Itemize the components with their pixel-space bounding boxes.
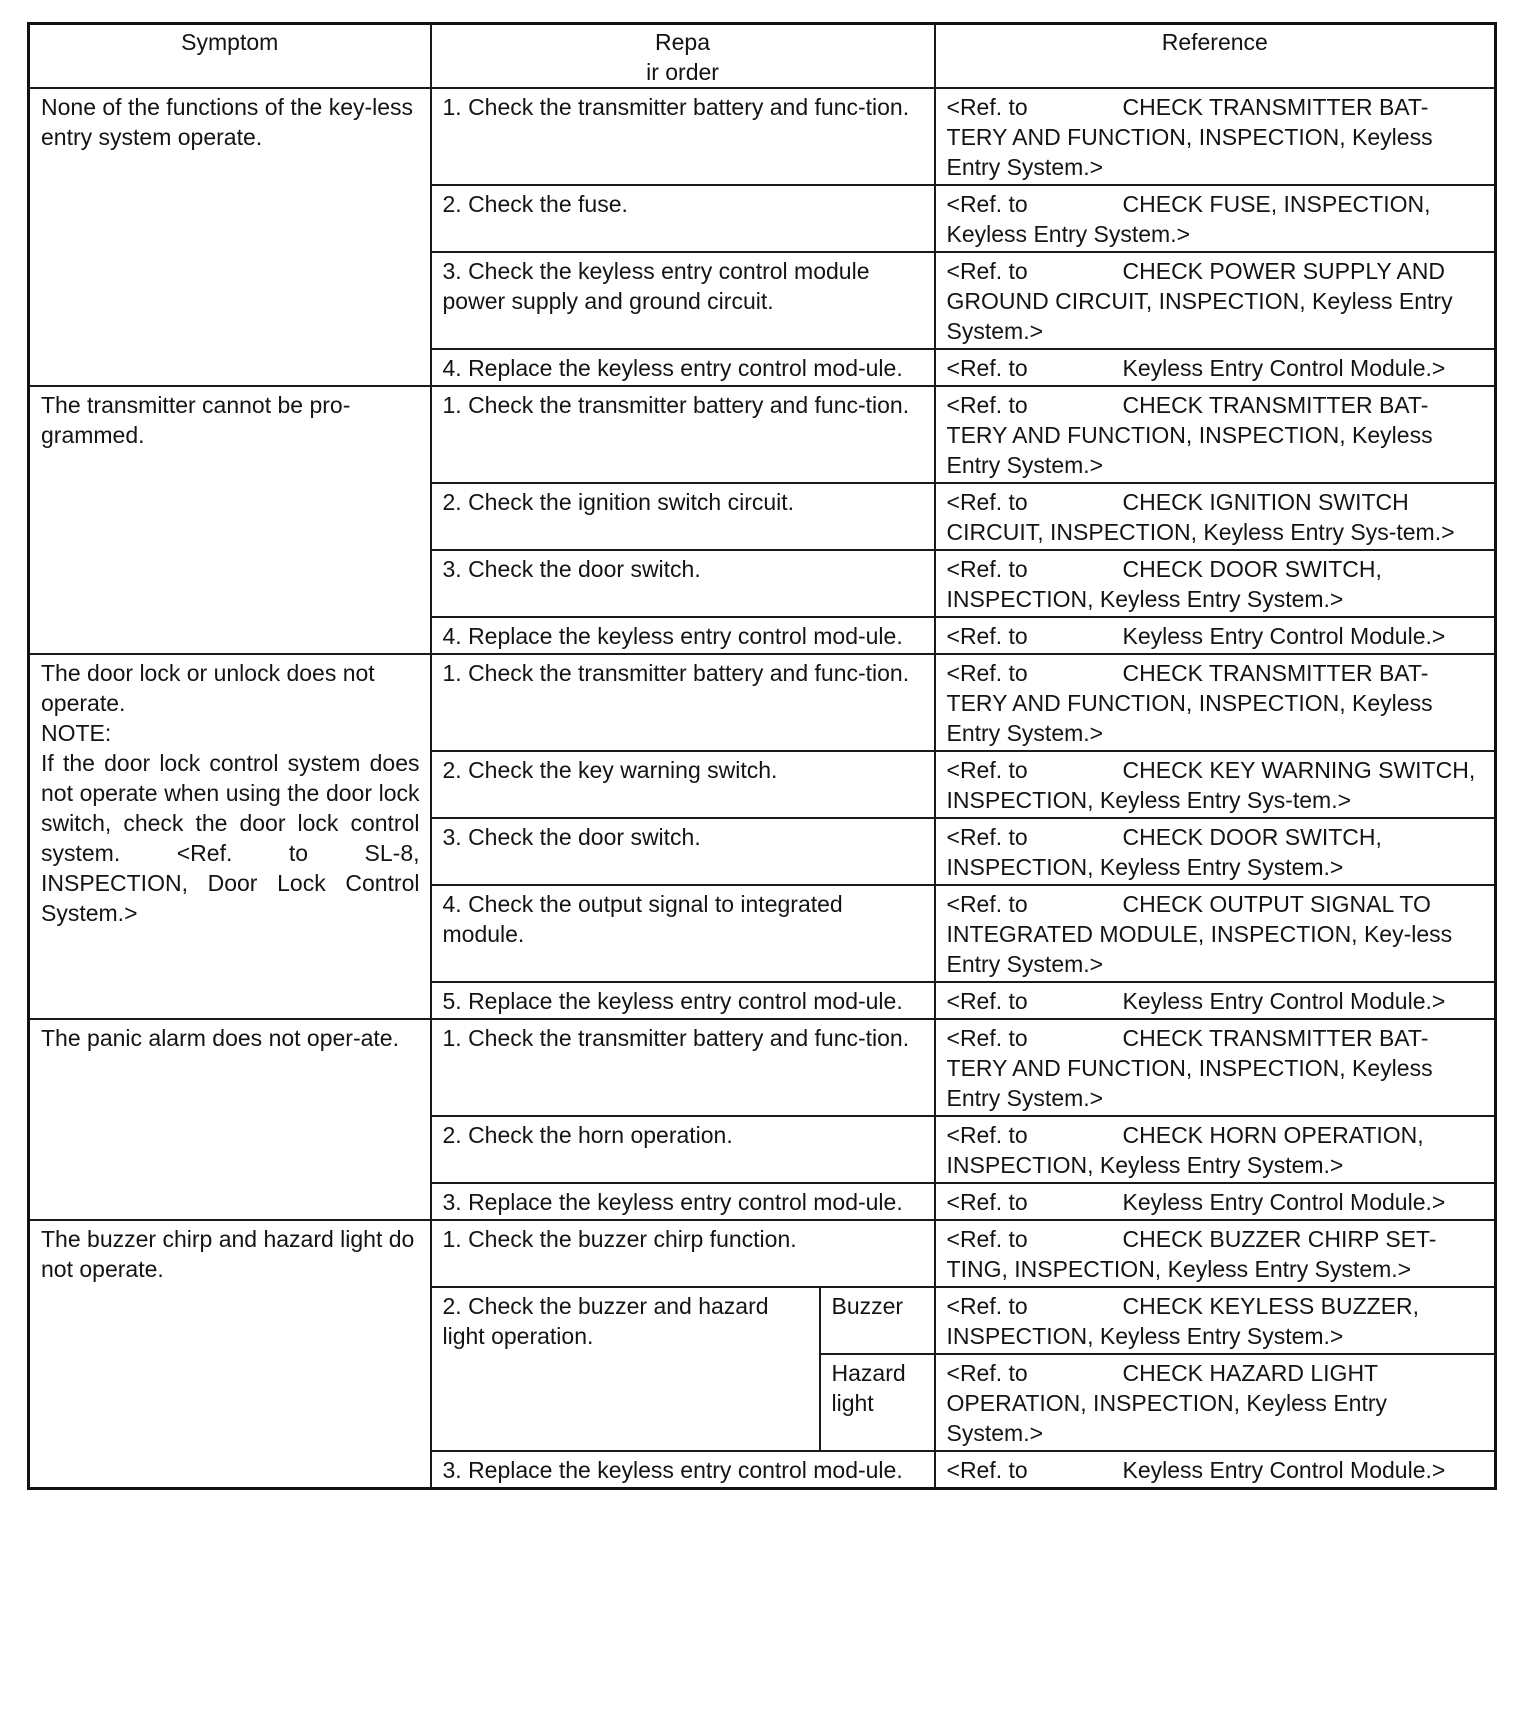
repair-step: 2. Check the ignition switch circuit. [431,483,935,550]
repair-step: 1. Check the transmitter battery and func-tion. [431,1019,935,1116]
ref-prefix: <Ref. to [946,660,1028,686]
ref-prefix: <Ref. to [946,623,1028,649]
symptom-text: The door lock or unlock does not operate. [41,660,375,716]
header-repair-line2: ir order [646,59,719,85]
repair-step: 3. Check the keyless entry control module power supply and ground circuit. [431,252,935,349]
reference-text: CHECK HAZARD LIGHT OPERATION, INSPECTION, Keyless Entry System.> [946,1360,1388,1446]
symptom-cell: The transmitter cannot be pro-grammed. [29,386,431,654]
ref-prefix: <Ref. to [946,1457,1028,1483]
ref-prefix: <Ref. to [946,1189,1028,1215]
repair-step: 2. Check the buzzer and hazard light operation. [431,1287,820,1451]
reference-cell [935,1019,1496,1116]
table-row [29,1019,1496,1116]
header-repair-line1: Repa [655,29,710,55]
symptom-cell: None of the functions of the key-less entry system operate. [29,88,431,386]
sub-label-buzzer: Buzzer [820,1287,935,1354]
ref-prefix: <Ref. to [946,1293,1028,1319]
ref-prefix: <Ref. to [946,258,1028,284]
reference-text: Keyless Entry Control Module.> [1122,355,1446,381]
reference-cell [935,349,1496,386]
ref-prefix: <Ref. to [946,988,1028,1014]
header-symptom: Symptom [29,24,431,89]
reference-cell [935,654,1496,751]
ref-prefix: <Ref. to [946,824,1028,850]
symptom-cell [29,654,431,1019]
repair-step: 1. Check the transmitter battery and func-tion. [431,88,935,185]
reference-cell [935,885,1496,982]
table-row [29,654,1496,751]
note-text: If the door lock control system does not operate when using the door lock switch, check the door lock control system. <Ref. to SL-8, INSPECTION, Door Lock Control System.> [41,750,420,926]
reference-cell [935,252,1496,349]
table-row [29,88,1496,185]
symptom-cell: The buzzer chirp and hazard light do not operate. [29,1220,431,1489]
repair-step: 1. Check the transmitter battery and func-tion. [431,386,935,483]
reference-text: CHECK HORN OPERATION, INSPECTION, Keyless Entry System.> [946,1122,1424,1178]
reference-cell [935,88,1496,185]
reference-cell [935,386,1496,483]
reference-text: CHECK FUSE, INSPECTION, Keyless Entry System.> [946,191,1431,247]
ref-prefix: <Ref. to [946,355,1028,381]
repair-step: 2. Check the horn operation. [431,1116,935,1183]
repair-step: 3. Replace the keyless entry control mod-ule. [431,1183,935,1220]
reference-cell [935,1287,1496,1354]
reference-cell [935,550,1496,617]
troubleshooting-table [27,22,1497,1490]
sub-label-hazard-light: Hazard light [820,1354,935,1451]
ref-prefix: <Ref. to [946,757,1028,783]
repair-step: 1. Check the transmitter battery and func-tion. [431,654,935,751]
ref-prefix: <Ref. to [946,94,1028,120]
repair-step: 3. Replace the keyless entry control mod-ule. [431,1451,935,1489]
reference-text: CHECK KEYLESS BUZZER, INSPECTION, Keyless Entry System.> [946,1293,1420,1349]
ref-prefix: <Ref. to [946,1025,1028,1051]
reference-text: CHECK POWER SUPPLY AND GROUND CIRCUIT, INSPECTION, Keyless Entry System.> [946,258,1453,344]
reference-text: Keyless Entry Control Module.> [1122,1189,1446,1215]
reference-text: CHECK IGNITION SWITCH CIRCUIT, INSPECTION, Keyless Entry Sys-tem.> [946,489,1455,545]
reference-text: CHECK KEY WARNING SWITCH, INSPECTION, Keyless Entry Sys-tem.> [946,757,1476,813]
repair-step: 2. Check the key warning switch. [431,751,935,818]
reference-cell [935,1354,1496,1451]
reference-cell [935,617,1496,654]
ref-prefix: <Ref. to [946,891,1028,917]
repair-step: 3. Check the door switch. [431,818,935,885]
reference-text: CHECK TRANSMITTER BAT-TERY AND FUNCTION, INSPECTION, Keyless Entry System.> [946,660,1433,746]
reference-text: Keyless Entry Control Module.> [1122,1457,1446,1483]
reference-text: CHECK OUTPUT SIGNAL TO INTEGRATED MODULE, INSPECTION, Key-less Entry System.> [946,891,1453,977]
note-label: NOTE: [41,720,112,746]
reference-cell [935,483,1496,550]
reference-cell [935,1183,1496,1220]
repair-step: 2. Check the fuse. [431,185,935,252]
repair-step: 4. Replace the keyless entry control mod-ule. [431,617,935,654]
repair-step: 3. Check the door switch. [431,550,935,617]
header-repair-order [431,24,935,89]
repair-step: 5. Replace the keyless entry control mod-ule. [431,982,935,1019]
reference-cell [935,751,1496,818]
header-reference: Reference [935,24,1496,89]
reference-text: Keyless Entry Control Module.> [1122,623,1446,649]
ref-prefix: <Ref. to [946,392,1028,418]
repair-step: 4. Check the output signal to integrated module. [431,885,935,982]
symptom-cell: The panic alarm does not oper-ate. [29,1019,431,1220]
table-row [29,1220,1496,1287]
ref-prefix: <Ref. to [946,1226,1028,1252]
ref-prefix: <Ref. to [946,489,1028,515]
reference-cell [935,818,1496,885]
reference-cell [935,982,1496,1019]
ref-prefix: <Ref. to [946,556,1028,582]
reference-text: CHECK TRANSMITTER BAT-TERY AND FUNCTION, INSPECTION, Keyless Entry System.> [946,94,1433,180]
reference-cell [935,185,1496,252]
reference-text: CHECK BUZZER CHIRP SET-TING, INSPECTION, Keyless Entry System.> [946,1226,1437,1282]
repair-step: 4. Replace the keyless entry control mod-ule. [431,349,935,386]
ref-prefix: <Ref. to [946,191,1028,217]
ref-prefix: <Ref. to [946,1360,1028,1386]
reference-text: CHECK TRANSMITTER BAT-TERY AND FUNCTION, INSPECTION, Keyless Entry System.> [946,1025,1433,1111]
reference-cell [935,1451,1496,1489]
reference-text: CHECK DOOR SWITCH, INSPECTION, Keyless Entry System.> [946,824,1382,880]
repair-step: 1. Check the buzzer chirp function. [431,1220,935,1287]
reference-text: CHECK DOOR SWITCH, INSPECTION, Keyless Entry System.> [946,556,1382,612]
header-row [29,24,1496,89]
reference-text: CHECK TRANSMITTER BAT-TERY AND FUNCTION, INSPECTION, Keyless Entry System.> [946,392,1433,478]
table-row [29,386,1496,483]
reference-cell [935,1116,1496,1183]
reference-cell [935,1220,1496,1287]
ref-prefix: <Ref. to [946,1122,1028,1148]
reference-text: Keyless Entry Control Module.> [1122,988,1446,1014]
